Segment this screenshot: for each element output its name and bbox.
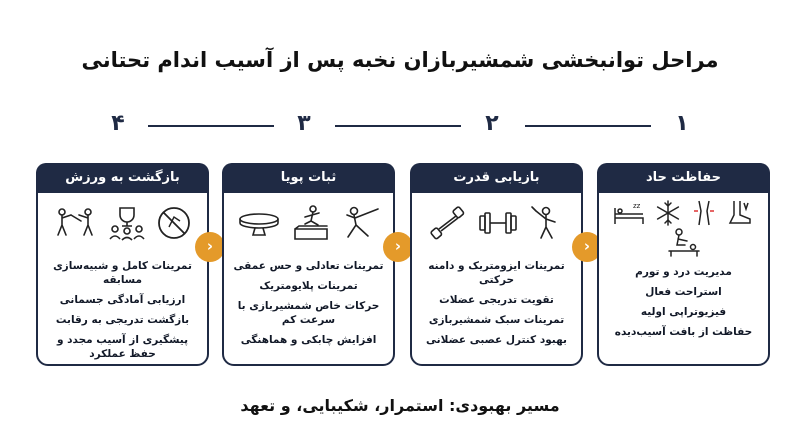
list-item: تمرینات تعادلی و حس عمقی <box>233 260 384 272</box>
dumbbell-icon <box>477 205 519 241</box>
stage-header-3: ثبات پویا <box>222 163 395 193</box>
list-item: ارزیابی آمادگی جسمانی <box>59 294 186 306</box>
connector-line-2-3 <box>335 125 461 127</box>
bed-rest-icon <box>613 200 645 226</box>
list-item: مدیریت درد و تورم <box>635 266 732 278</box>
footer-motto: مسیر بهبودی: استمرار، شکیبایی، و تعهد <box>240 396 560 415</box>
knee-injury-icon <box>691 199 717 227</box>
list-item: فیزیوتراپی اولیه <box>640 306 727 318</box>
snowflake-icon <box>654 199 682 227</box>
stage-items-2 <box>418 259 575 353</box>
stage-number-4: ۴ <box>111 111 125 136</box>
stage-icons-1 <box>599 199 768 257</box>
stage-header-4: بازگشت به ورزش <box>36 163 209 193</box>
resistance-band-icon <box>427 205 467 241</box>
plyo-box-icon <box>291 205 331 241</box>
list-item: حرکات خاص شمشیربازی با سرعت کم <box>237 300 380 326</box>
next-arrow-icon: › <box>572 232 602 262</box>
stage-number-1: ۱ <box>675 111 689 136</box>
connector-line-3-4 <box>148 125 274 127</box>
stage-items-4 <box>44 259 201 367</box>
connector-line-1-2 <box>525 125 651 127</box>
stage-number-2: ۲ <box>485 111 499 136</box>
trophy-team-icon <box>107 205 147 241</box>
stage-card-1 <box>597 163 770 366</box>
next-arrow-icon: › <box>383 232 413 262</box>
stage-card-2 <box>410 163 583 366</box>
svg-text:zz: zz <box>632 202 641 210</box>
no-injury-icon <box>156 205 192 241</box>
stage-header-2: بازیابی قدرت <box>410 163 583 193</box>
list-item: بازگشت تدریجی به رقابت <box>55 314 190 326</box>
stage-icons-3 <box>224 205 393 241</box>
list-item: بهبود کنترل عصبی عضلانی <box>426 334 567 346</box>
list-item: استراحت فعال <box>645 286 722 298</box>
fencer-icon <box>528 205 566 241</box>
stage-header-1: حفاظت حاد <box>597 163 770 193</box>
list-item: افزایش چابکی و هماهنگی <box>240 334 377 346</box>
list-item: تمرینات پلایومتریک <box>259 280 358 292</box>
list-item: تقویت تدریجی عضلات <box>439 294 554 306</box>
physiotherapy-icon <box>667 227 701 257</box>
stage-card-4 <box>36 163 209 366</box>
stage-icons-2 <box>412 205 581 241</box>
balance-board-icon <box>237 205 281 241</box>
stage-card-3 <box>222 163 395 366</box>
stage-items-1 <box>605 265 762 345</box>
list-item: تمرینات ایزومتریک و دامنه حرکتی <box>428 260 565 286</box>
stage-icons-4 <box>38 205 207 241</box>
fencer-lunge-icon <box>340 205 380 241</box>
list-item: تمرینات سبک شمشیربازی <box>428 314 565 326</box>
stage-items-3 <box>230 259 387 353</box>
list-item: تمرینات کامل و شبیه‌سازی مسابقه <box>53 260 192 286</box>
next-arrow-icon: › <box>195 232 225 262</box>
stage-number-3: ۳ <box>297 111 311 136</box>
list-item: پیشگیری از آسیب مجدد و حفظ عملکرد <box>56 334 189 360</box>
page-title: مراحل توانبخشی شمشیربازان نخبه پس از آسیب اندام تحتانی <box>81 48 719 72</box>
fencing-duel-icon <box>53 205 97 241</box>
ankle-support-icon <box>726 199 754 227</box>
list-item: حفاظت از بافت آسیب‌دیده <box>614 326 753 338</box>
